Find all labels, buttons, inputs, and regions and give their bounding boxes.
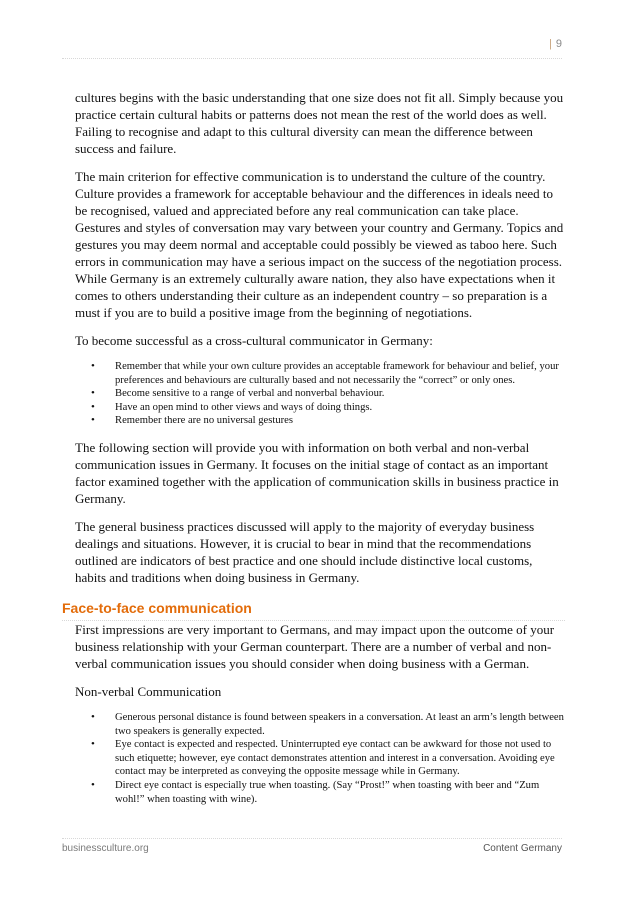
list-item-text: Remember there are no universal gestures <box>115 415 293 427</box>
paragraph-general-practices: The general business practices discussed will apply to the majority of everyday business dealings and situations. However, it is crucial to bear in mind that the recommendations outlined are indicators of best practice and one should include distinctive local customs, habits and traditions when doing business in Germany. <box>75 518 535 585</box>
list-item <box>75 711 565 738</box>
list-item-text: Eye contact is expected and respected. Uninterrupted eye contact can be awkward for those not used to such etiquette; however, eye contact demonstrates attention and interest in a conversation. Avoiding eye contact may be interpreted as conveying the opposite message while in Germany. <box>115 739 555 778</box>
bullet-list-non-verbal <box>75 711 565 806</box>
list-item-text: Generous personal distance is found between speakers in a conversation. At least an arm’s length between two speakers is generally expected. <box>115 711 564 737</box>
footer-document-title: Content Germany <box>483 843 562 854</box>
paragraph-cultures-intro: cultures begins with the basic understanding that one size does not fit all. Simply because you practice certain cultural habits or patterns does not mean the rest of the world does as well. Failing to recognise and adapt to this cultural diversity can mean the difference between success and failure. <box>75 90 564 156</box>
list-item <box>75 360 565 387</box>
list-item-text: Direct eye contact is especially true when toasting. (Say “Prost!” when toasting with beer and “Zum wohl!” when toasting with wine). <box>115 779 540 805</box>
paragraph-first-impressions: First impressions are very important to Germans, and may impact upon the outcome of your business relationship with your German counterpart. There are a number of verbal and non-verbal communication issues you should consider when doing business with a German. <box>75 621 555 671</box>
list-item <box>75 779 565 806</box>
footer-website: businessculture.org <box>62 843 149 854</box>
list-item-text: Remember that while your own culture provides an acceptable framework for behaviour and belief, your preferences and behaviours are culturally based and not necessarily the “correct” or only ones. <box>115 361 559 386</box>
bullet-icon: • <box>91 738 95 751</box>
bullet-icon: • <box>91 414 95 427</box>
bullet-icon: • <box>91 778 95 791</box>
list-item <box>75 738 565 779</box>
paragraph-become-successful: To become successful as a cross-cultural communicator in Germany: <box>75 333 433 348</box>
list-item <box>75 401 565 415</box>
bullet-list-cross-cultural <box>75 360 565 428</box>
paragraph-main-criterion: The main criterion for effective communication is to understand the culture of the country. Culture provides a framework for acceptable behaviour and the differences in ideals need to be recognised, valued and appreciated before any real communication can take place. Gestures and styles of conversation may vary between your country and Germany. Topics and gestures you may deem normal and acceptable could possibly be viewed as taboo here. Such errors in communication may have a serious impact on the success of the negotiation process. While Germany is an extremely culturally aware nation, they also have expectations when it comes to others understanding their culture as an independent country – so preparation is a must if you are to build a positive image from the beginning of negotiations. <box>75 169 564 320</box>
page-content <box>62 89 565 817</box>
page-number-value: 9 <box>555 38 562 50</box>
page-header <box>62 38 562 59</box>
subheading-non-verbal: Non-verbal Communication <box>75 683 222 699</box>
paragraph-following-section: The following section will provide you with information on both verbal and non-verbal communication issues in Germany. It focuses on the initial stage of contact as an important factor examined together with the application of communication skills in business practice in Germany. <box>75 439 559 506</box>
bullet-icon: • <box>91 400 95 413</box>
bullet-icon: • <box>91 360 95 372</box>
list-item-text: Become sensitive to a range of verbal and nonverbal behaviour. <box>115 388 385 400</box>
list-item-text: Have an open mind to other views and ways of doing things. <box>115 401 373 413</box>
page-number-divider: | <box>549 38 552 50</box>
bullet-icon: • <box>91 710 95 723</box>
list-item <box>75 414 565 428</box>
bullet-icon: • <box>91 387 95 400</box>
list-item <box>75 387 565 401</box>
page-footer <box>62 838 562 857</box>
page-number <box>549 38 562 50</box>
section-heading-face-to-face: Face-to-face communication <box>62 600 565 621</box>
